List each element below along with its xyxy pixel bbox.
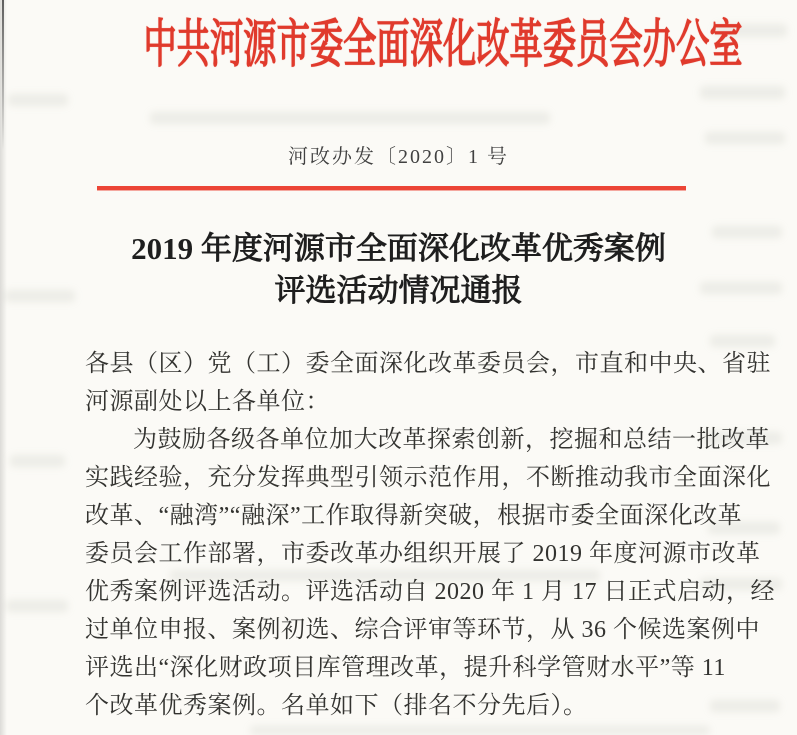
body-line: 优秀案例评选活动。评选活动自 2020 年 1 月 17 日正式启动，经 xyxy=(85,579,775,605)
body-line: 为鼓励各级各单位加大改革探索创新，挖掘和总结一批改革 xyxy=(133,427,770,453)
salutation-line: 河源副处以上各单位： xyxy=(85,389,330,415)
bleedthrough-smudge xyxy=(250,726,710,735)
body-line: 评选出“深化财政项目库管理改革，提升科学管财水平”等 11 xyxy=(85,655,726,681)
scan-edge-line xyxy=(2,0,4,150)
letterhead-org-title: 中共河源市委全面深化改革委员会办公室 xyxy=(143,17,743,74)
salutation-line: 各县（区）党（工）委全面深化改革委员会，市直和中央、省驻 xyxy=(85,351,771,377)
doc-reference-number: 河改办发〔2020〕1 号 xyxy=(288,146,509,168)
body-line: 个改革优秀案例。名单如下（排名不分先后）。 xyxy=(85,693,588,719)
doc-title-line-1: 2019 年度河源市全面深化改革优秀案例 xyxy=(131,231,666,266)
body-line: 委员会工作部署，市委改革办组织开展了 2019 年度河源市改革 xyxy=(85,541,761,567)
bleedthrough-smudge xyxy=(700,86,785,99)
letterhead-divider-rule xyxy=(97,186,686,190)
body-line: 实践经验，充分发挥典型引领示范作用，不断推动我市全面深化 xyxy=(85,465,771,491)
bleedthrough-smudge xyxy=(150,112,550,124)
doc-title-line-2: 评选活动情况通报 xyxy=(274,273,523,308)
bleedthrough-smudge xyxy=(8,94,68,106)
bleedthrough-smudge xyxy=(10,455,65,467)
bleedthrough-smudge xyxy=(6,600,68,612)
body-line: 过单位申报、案例初选、综合评审等环节，从 36 个候选案例中 xyxy=(85,617,760,643)
body-line: 改革、“融湾”“融深”工作取得新突破，根据市委全面深化改革 xyxy=(85,503,743,529)
doc-body xyxy=(85,345,775,725)
doc-title xyxy=(0,228,797,312)
